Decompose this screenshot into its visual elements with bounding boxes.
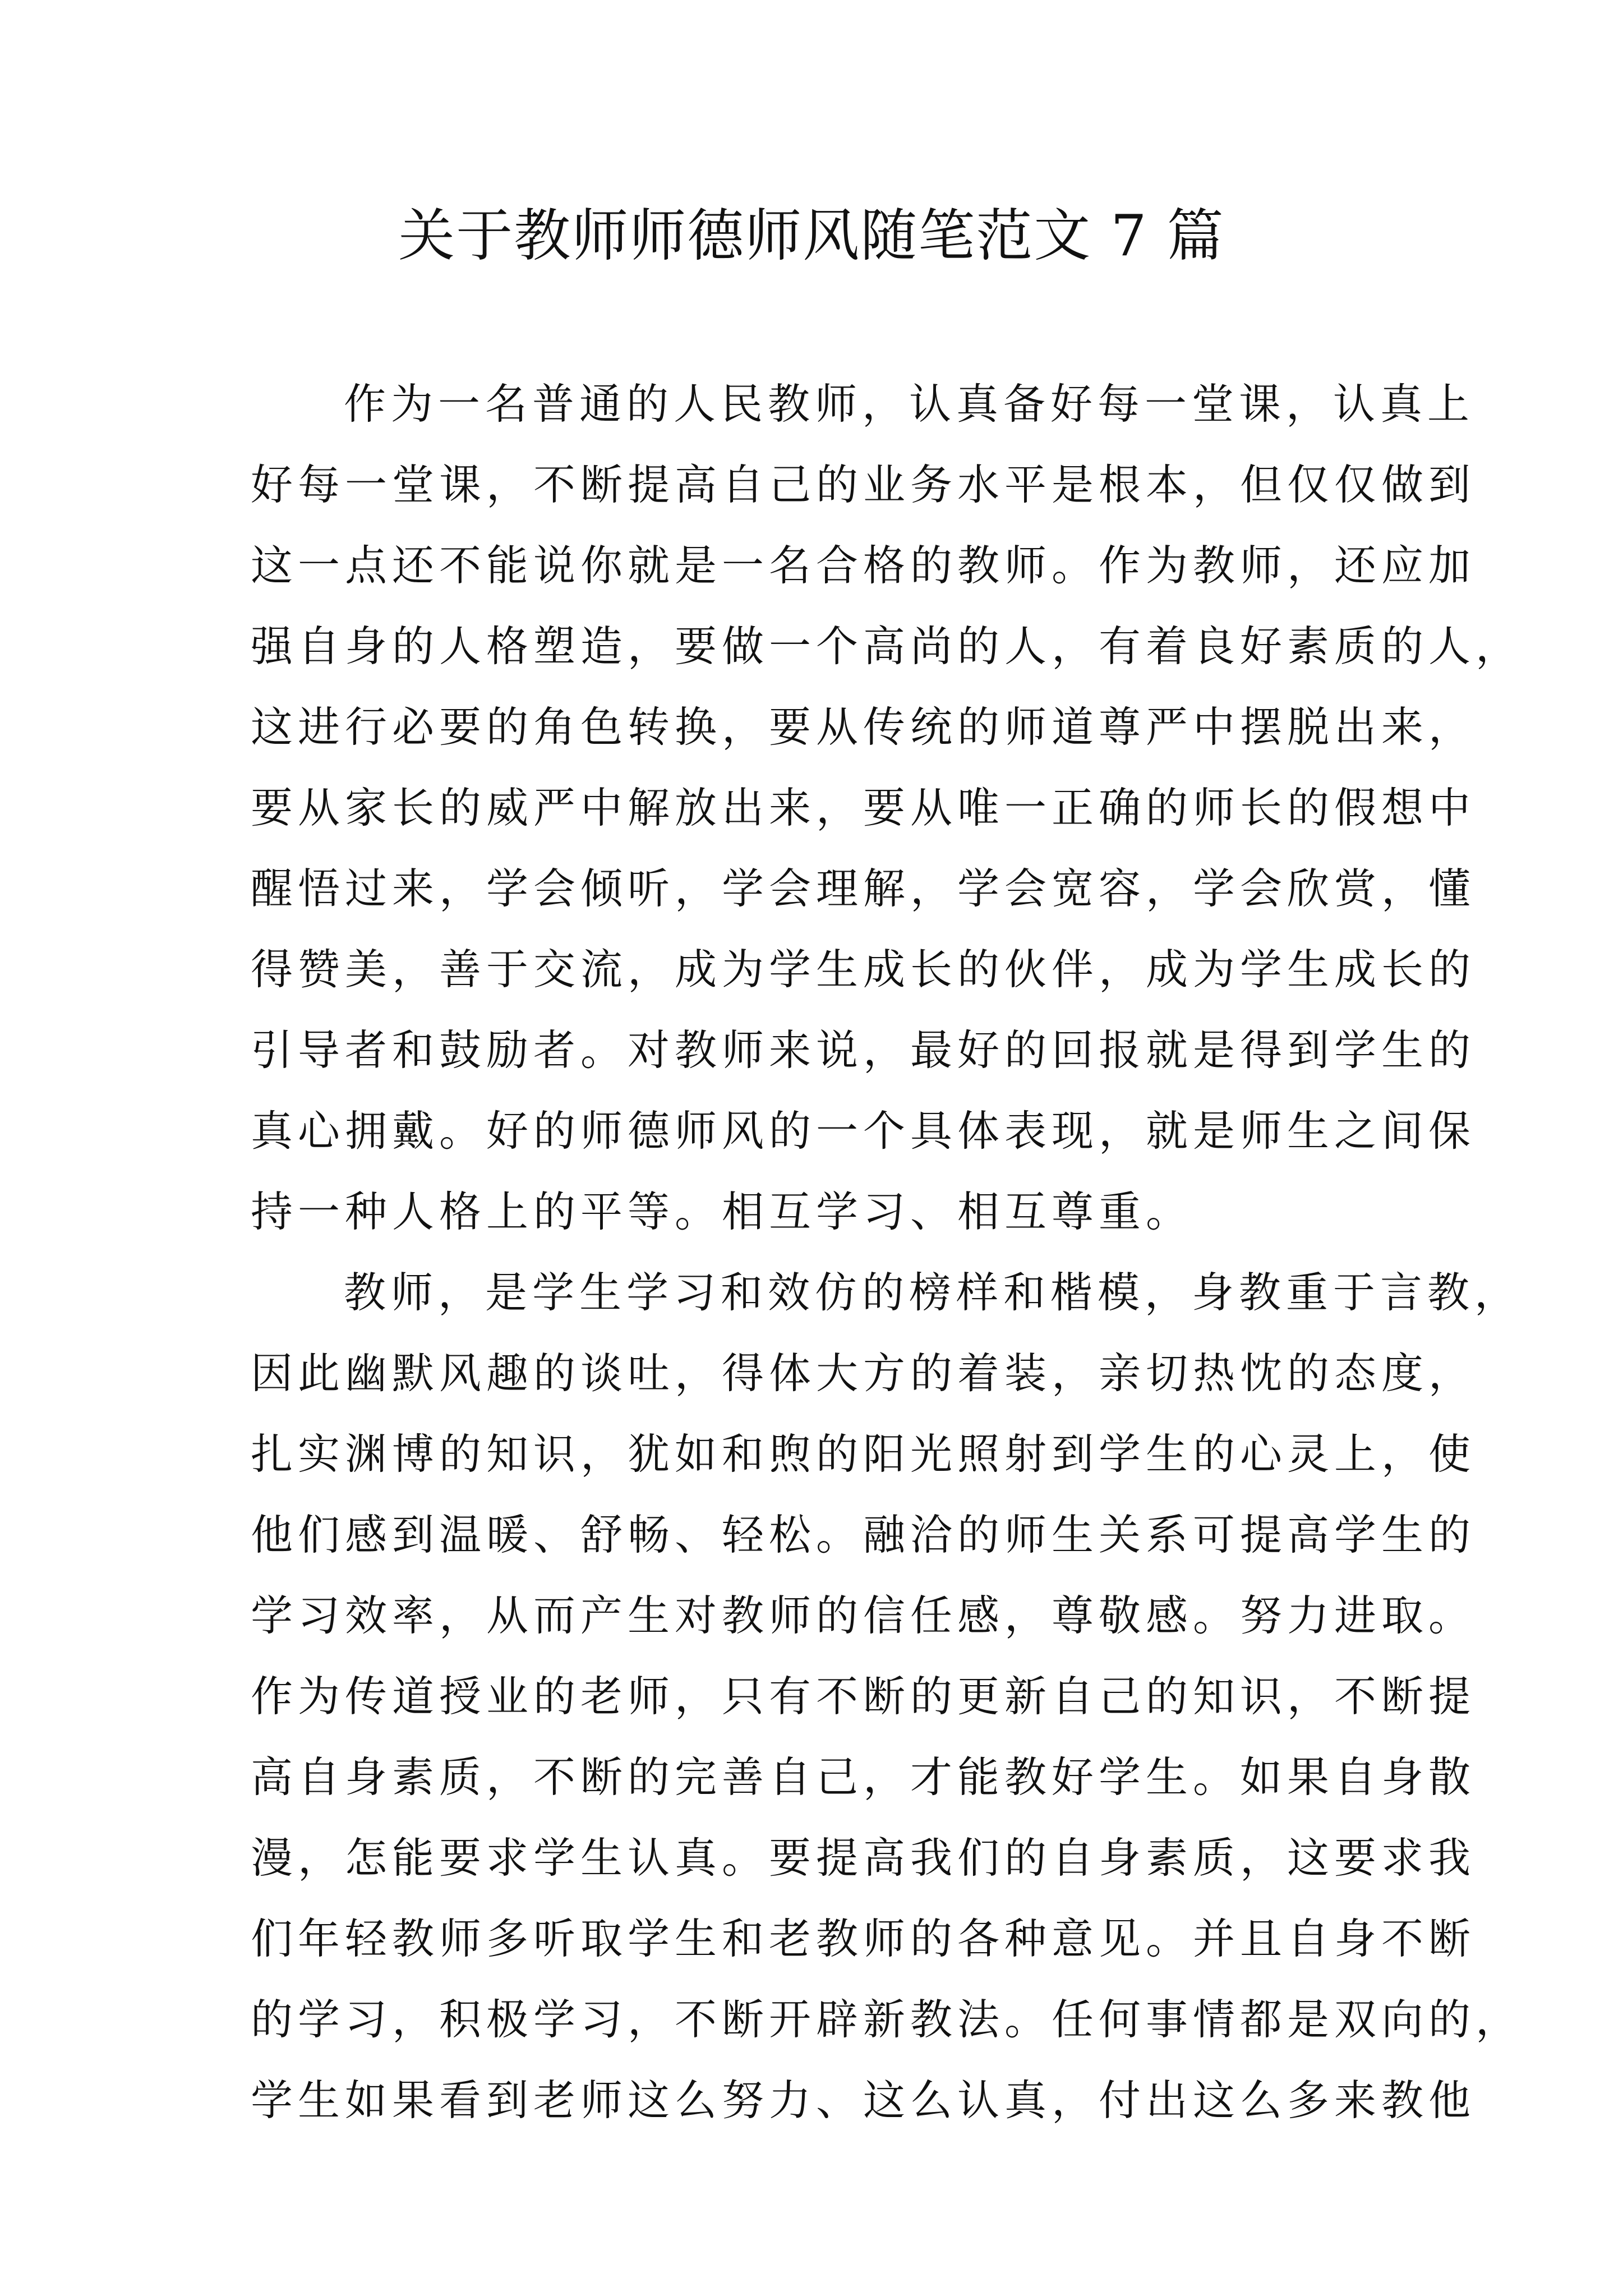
text-line: 漫，怎能要求学生认真。要提高我们的自身素质，这要求我 — [251, 1833, 1476, 1883]
text-line: 醒悟过来，学会倾听，学会理解，学会宽容，学会欣赏，懂 — [251, 864, 1476, 913]
document-body — [251, 364, 1523, 2141]
text-line: 的学习，积极学习，不断开辟新教法。任何事情都是双向的， — [251, 1995, 1523, 2044]
text-line: 持一种人格上的平等。相互学习、相互尊重。 — [251, 1187, 1193, 1236]
text-line: 学习效率，从而产生对教师的信任感，尊敬感。努力进取。 — [251, 1591, 1476, 1640]
paragraph-2 — [251, 1252, 1523, 2141]
text-line: 要从家长的威严中解放出来，要从唯一正确的师长的假想中 — [251, 783, 1476, 832]
text-line: 引导者和鼓励者。对教师来说，最好的回报就是得到学生的 — [251, 1025, 1476, 1075]
text-line: 们年轻教师多听取学生和老教师的各种意见。并且自身不断 — [251, 1914, 1476, 1963]
text-line: 教师，是学生学习和效仿的榜样和楷模，身教重于言教， — [344, 1268, 1522, 1317]
text-line: 扎实渊博的知识，犹如和煦的阳光照射到学生的心灵上，使 — [251, 1429, 1476, 1479]
text-line: 他们感到温暖、舒畅、轻松。融洽的师生关系可提高学生的 — [251, 1510, 1476, 1559]
text-line: 得赞美，善于交流，成为学生成长的伙伴，成为学生成长的 — [251, 945, 1476, 994]
document-title: 关于教师师德师风随笔范文 7 篇 — [398, 203, 1225, 269]
text-line: 高自身素质，不断的完善自己，才能教好学生。如果自身散 — [251, 1752, 1476, 1802]
text-line: 这进行必要的角色转换，要从传统的师道尊严中摆脱出来， — [251, 702, 1476, 752]
text-line: 作为传道授业的老师，只有不断的更新自己的知识，不断提 — [251, 1672, 1476, 1721]
text-line: 学生如果看到老师这么努力、这么认真，付出这么多来教他 — [251, 2076, 1476, 2125]
text-line: 好每一堂课，不断提高自己的业务水平是根本，但仅仅做到 — [251, 460, 1476, 509]
text-line: 真心拥戴。好的师德师风的一个具体表现，就是师生之间保 — [251, 1106, 1476, 1156]
text-line: 强自身的人格塑造，要做一个高尚的人，有着良好素质的人， — [251, 622, 1523, 671]
text-line: 因此幽默风趣的谈吐，得体大方的着装，亲切热忱的态度， — [251, 1349, 1476, 1398]
text-line: 这一点还不能说你就是一名合格的教师。作为教师，还应加 — [251, 541, 1476, 590]
paragraph-1 — [251, 364, 1523, 1252]
text-line: 作为一名普通的人民教师，认真备好每一堂课，认真上 — [344, 379, 1475, 429]
